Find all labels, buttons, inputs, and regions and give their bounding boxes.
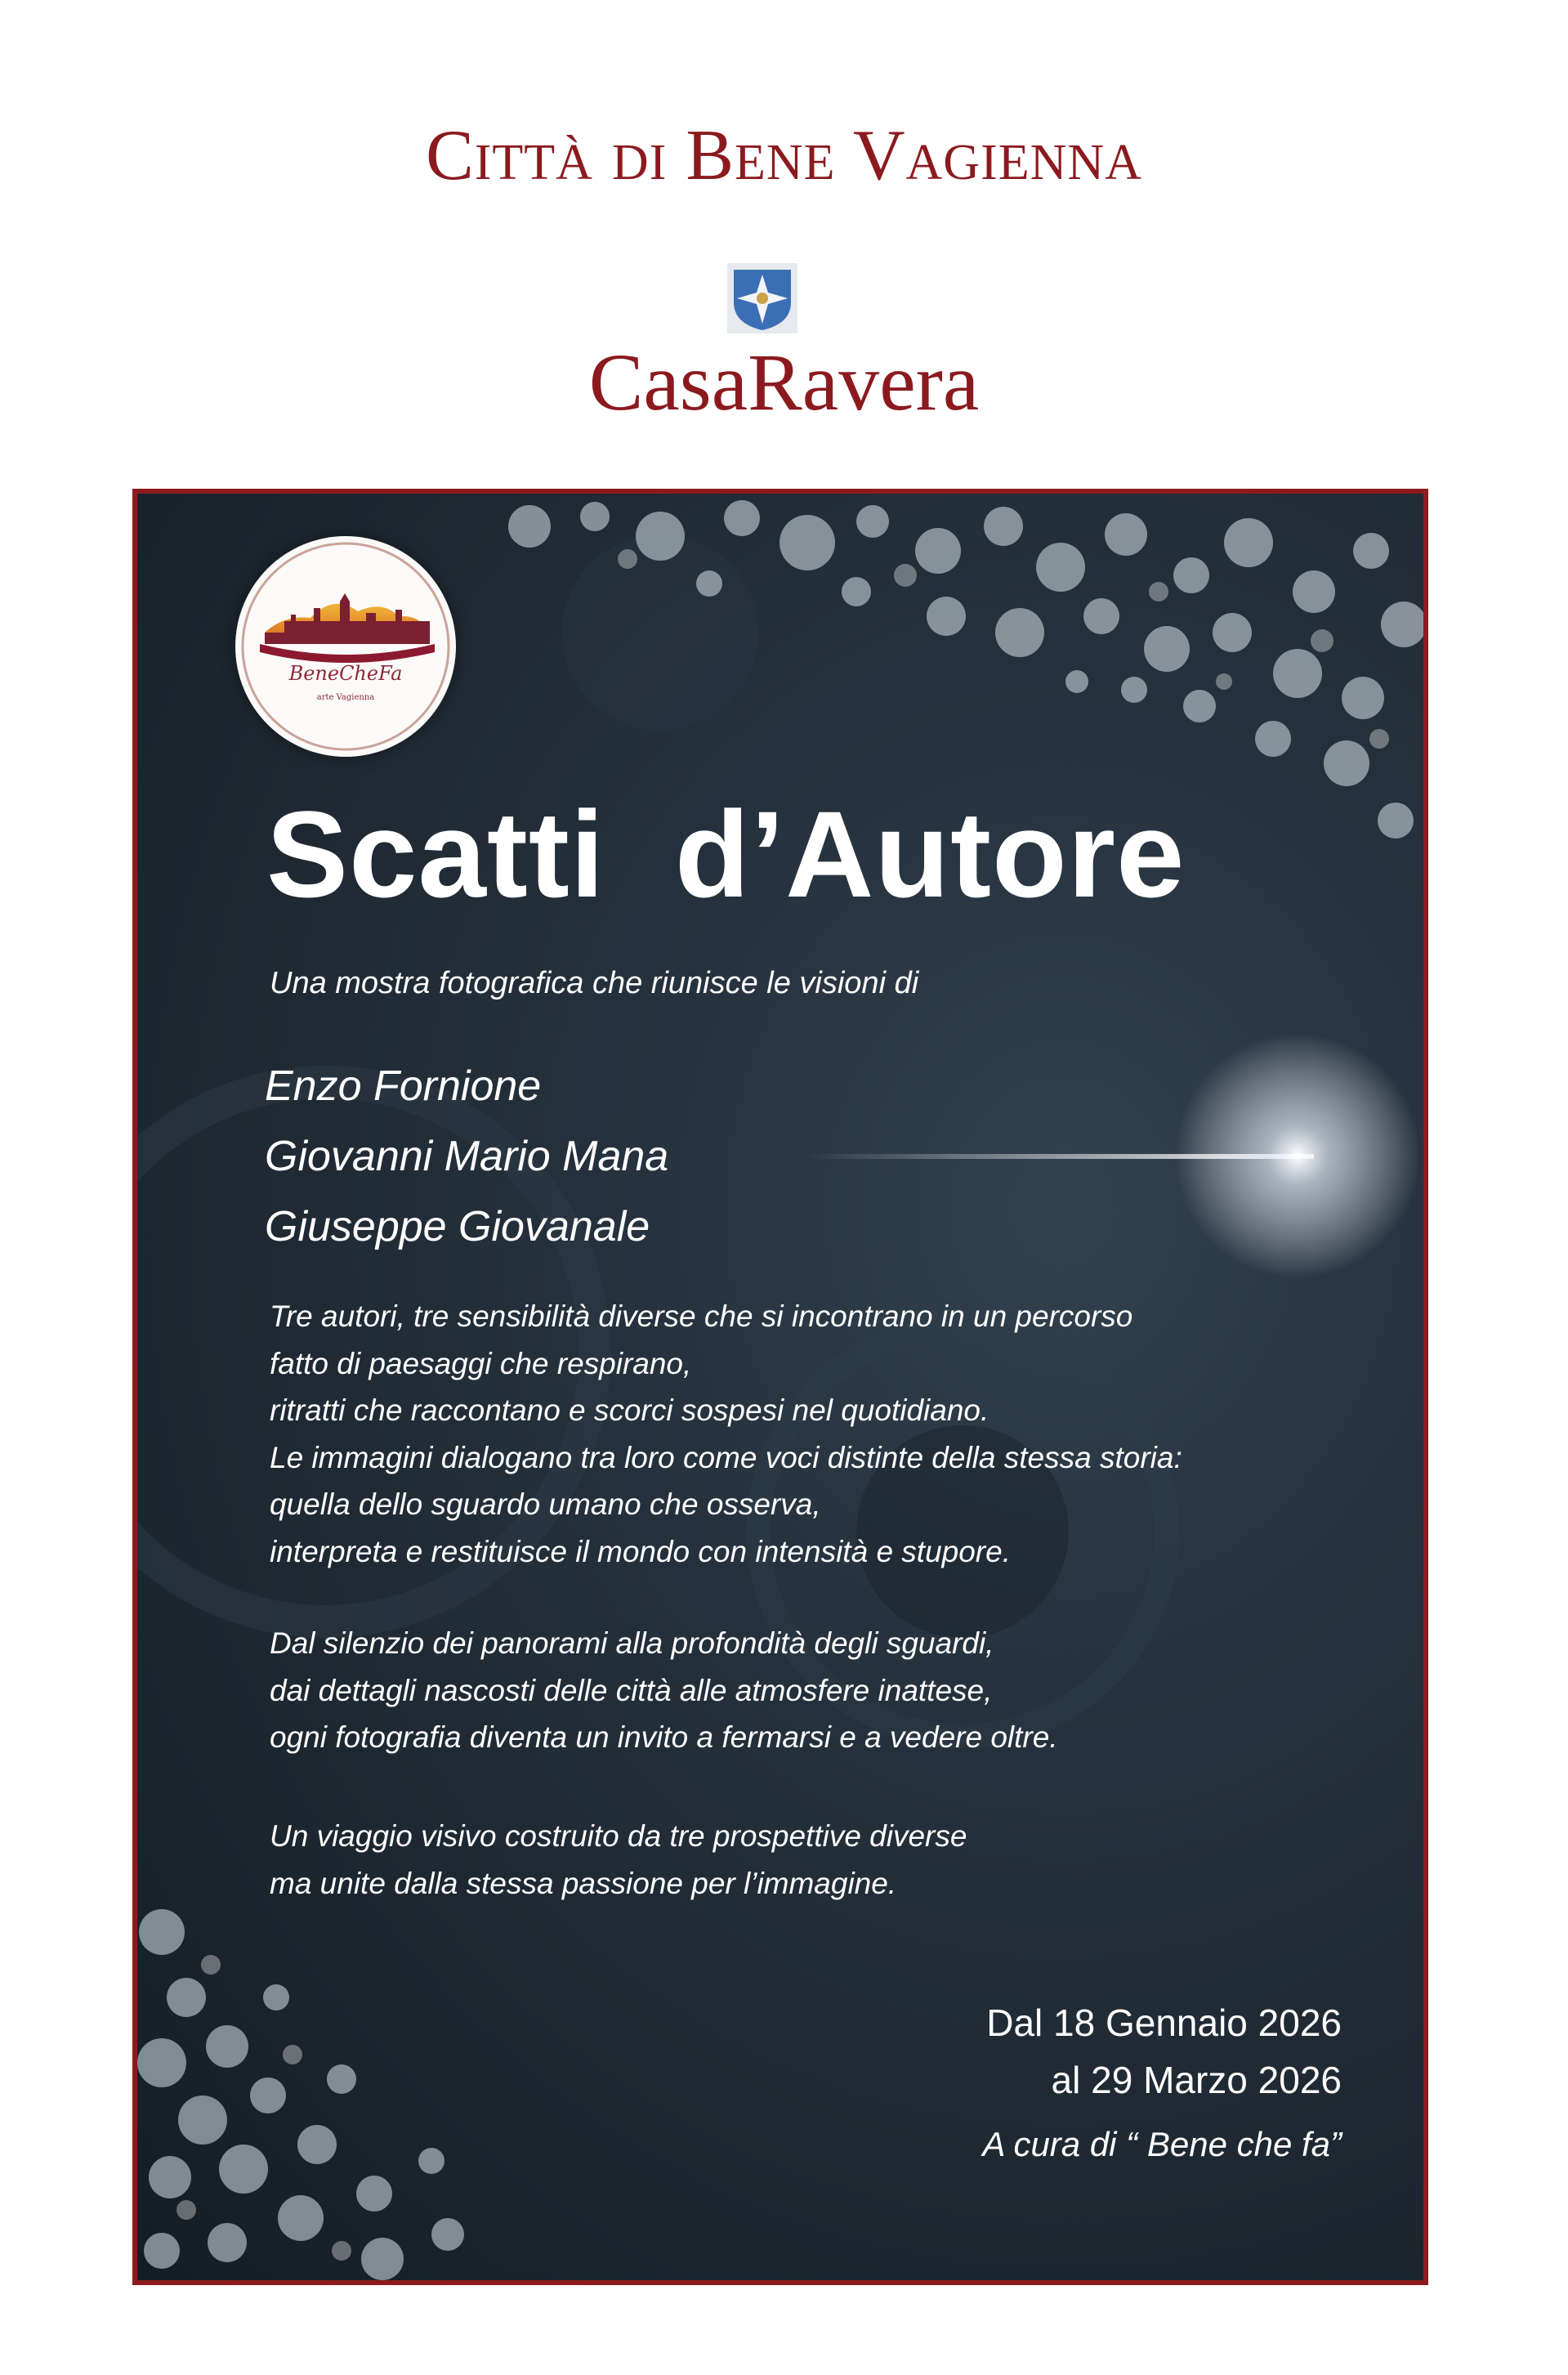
author-list <box>265 1051 668 1262</box>
description-paragraph-2 <box>270 1620 1058 1761</box>
description-paragraph-3 <box>270 1813 967 1907</box>
author-name: Giuseppe Giovanale <box>265 1203 650 1250</box>
bene-che-fa-logo <box>235 536 456 757</box>
svg-text:arte Vagienna: arte Vagienna <box>316 693 375 702</box>
coat-of-arms-icon <box>727 263 797 333</box>
text-line: ma unite dalla stessa passione per l’immagine. <box>270 1866 897 1900</box>
text-line: fatto di paesaggi che respirano, <box>270 1346 692 1380</box>
svg-text:BeneCheFa: BeneCheFa <box>288 662 403 685</box>
description-paragraph-1 <box>270 1293 1182 1575</box>
exhibition-poster <box>132 489 1428 2285</box>
venue-title: CasaRavera <box>588 337 980 427</box>
author-name: Giovanni Mario Mana <box>265 1133 669 1180</box>
text-line: Tre autori, tre sensibilità diverse che si incontrano in un percorso <box>270 1299 1133 1333</box>
text-line: Dal silenzio dei panorami alla profondità degli sguardi, <box>270 1626 994 1660</box>
text-line: interpreta e restituisce il mondo con intensità e stupore. <box>270 1534 1011 1568</box>
text-line: ritratti che raccontano e scorci sospesi nel quotidiano. <box>270 1393 989 1427</box>
text-line: quella dello sguardo umano che osserva, <box>270 1487 821 1521</box>
poster-subtitle: Una mostra fotografica che riunisce le visioni di <box>270 966 919 1000</box>
text-line: ogni fotografia diventa un invito a fermarsi e a vedere oltre. <box>270 1720 1058 1754</box>
poster-title: Scatti d’Autore <box>266 785 1186 923</box>
author-name: Enzo Fornione <box>265 1062 542 1110</box>
text-line: dai dettagli nascosti delle città alle atmosfere inattese, <box>270 1673 993 1707</box>
exhibition-dates <box>982 1994 1342 2180</box>
date-from: Dal 18 Gennaio 2026 <box>986 2002 1342 2044</box>
date-to: al 29 Marzo 2026 <box>1051 2059 1342 2101</box>
curator-credit: A cura di “ Bene che fa” <box>982 2125 1342 2163</box>
city-title: Città di Bene Vagienna <box>426 116 1142 195</box>
text-line: Un viaggio visivo costruito da tre prospettive diverse <box>270 1819 967 1853</box>
logo-skyline-icon <box>235 536 456 757</box>
text-line: Le immagini dialogano tra loro come voci distinte della stessa storia: <box>270 1440 1182 1474</box>
